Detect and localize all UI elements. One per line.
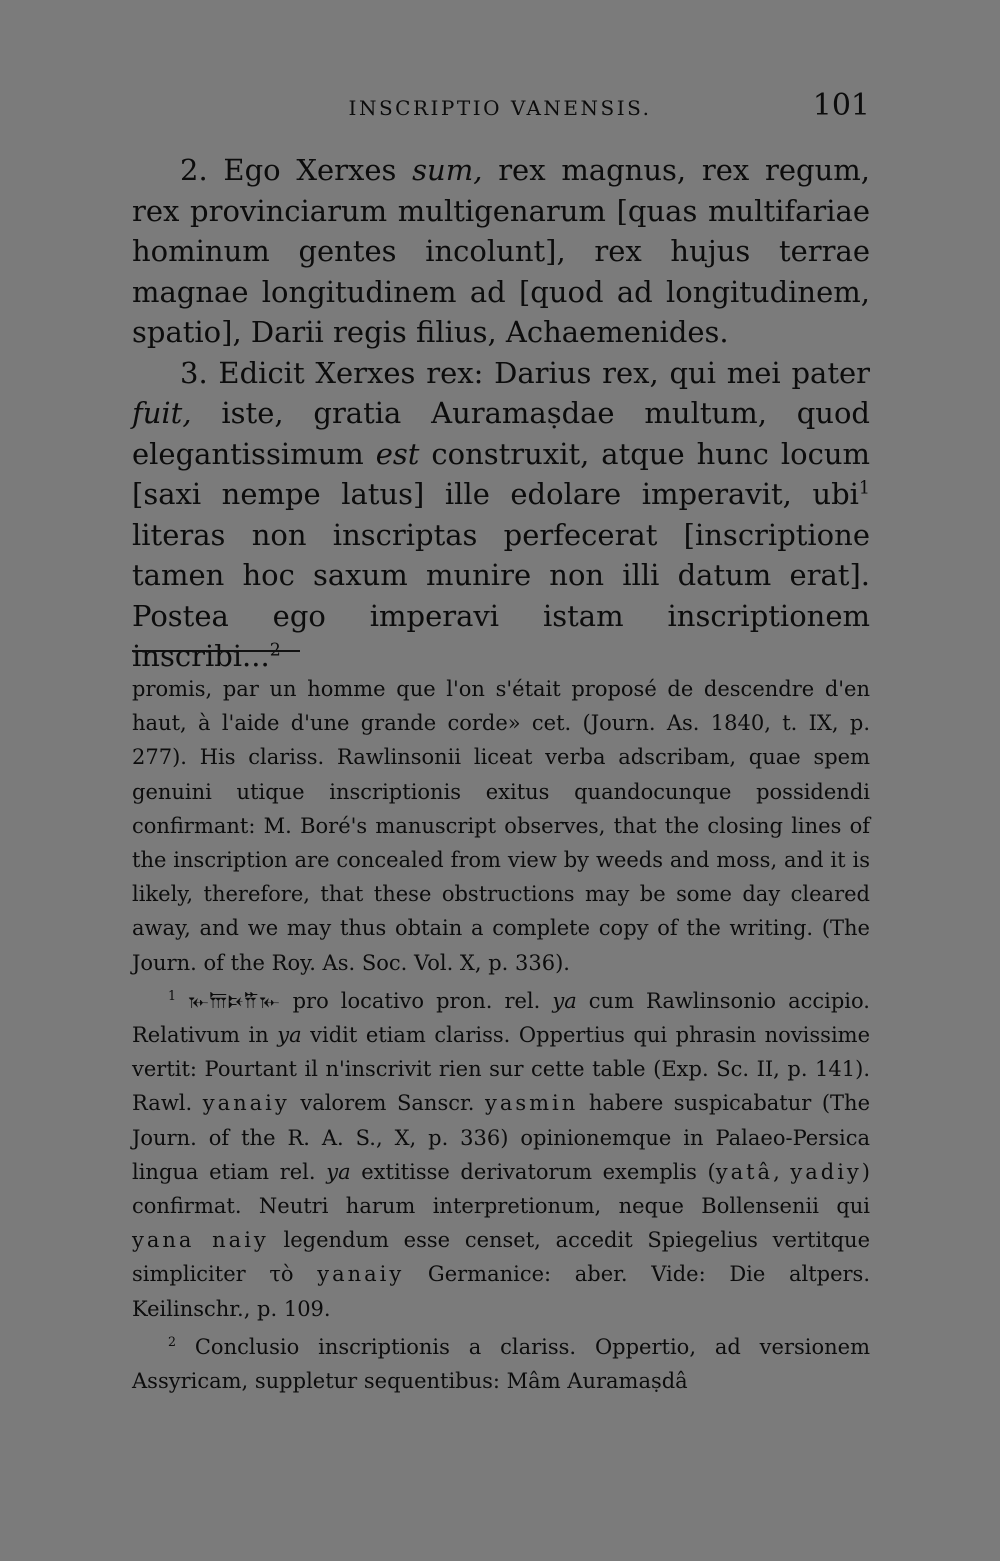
cuneiform-word: 𐎹𐎠𐎴𐎡𐎹 xyxy=(188,988,281,1013)
footnote-1: $^1$ 𐎹𐎠𐎴𐎡𐎹 pro locativo pron. rel. ya cum Rawlinsonio accipio. Relativum in ya vidit etiam clariss. Oppertius qui phrasin novissime vertit: Pourtant il n'inscrivit rien sur cette table (Exp. Sc. II, p. 141). Rawl. yanaiy valorem Sanscr. yasmin habere suspicabatur (The Journ. of the R. A. S., X, p. 336) opinionemque in Palaeo-Persica lingua etiam rel. ya extitisse derivatorum exemplis (yatâ, yadiy) confirmat. Neutri harum interpretionum, neque Bollensenii qui yana naiy legendum esse censet, accedit Spiegelius vertitque simpliciter τὸ yanaiy Germanice: aber. Vide: Die altpers. Keilinschr., p. 109. xyxy=(132,987,871,1321)
running-head: INSCRIPTIO VANENSIS. xyxy=(348,96,652,120)
footnotes xyxy=(132,672,870,1398)
main-text xyxy=(132,150,870,677)
footnote-mark-2: 2 xyxy=(168,1333,177,1349)
page-header xyxy=(130,88,870,128)
page-number: 101 xyxy=(812,88,870,123)
footnote-ref-2: 2 xyxy=(269,640,281,661)
footnote-mark-1: 1 xyxy=(168,987,177,1003)
footnote-rule xyxy=(132,650,300,652)
footnote-2: $^2$ Conclusio inscriptionis a clariss. Oppertio, ad versionem Assyricam, suppletur sequentibus: Mâm Auramaṣdâ xyxy=(132,1333,870,1394)
paragraph-2: 2. Ego Xerxes sum, rex magnus, rex regum, rex provinciarum multigenarum [quas multifariae hominum gentes incolunt], rex hujus terrae magnae longitudinem ad [quod ad longitudinem, spatio], Darii regis filius, Achaemenides. xyxy=(132,153,870,349)
footnote-ref-1: 1 xyxy=(858,478,870,499)
footnote-continuation: promis, par un homme que l'on s'était proposé de descendre d'en haut, à l'aide d'une grande corde» cet. (Journ. As. 1840, t. IX, p. 277). His clariss. Rawlinsonii liceat verba adscribam, quae spem genuini utique inscriptionis exitus quandocunque possidendi confirmant: M. Boré's manuscript observes, that the closing lines of the inscription are concealed from view by weeds and moss, and it is likely, therefore, that these obstructions may be some day cleared away, and we may thus obtain a complete copy of the writing. (The Journ. of the Roy. As. Soc. Vol. X, p. 336). xyxy=(132,677,870,975)
paragraph-3: 3. Edicit Xerxes rex: Darius rex, qui mei pater fuit, iste, gratia Auramaṣdae multum, quod elegantissimum est construxit, atque hunc locum [saxi nempe latus] ille edolare imperavit, ubi$^1$ literas non inscriptas perfecerat [inscriptione tamen hoc saxum munire non illi datum erat]. Postea ego imperavi istam inscriptionem inscribi...$^2$ xyxy=(132,355,870,673)
